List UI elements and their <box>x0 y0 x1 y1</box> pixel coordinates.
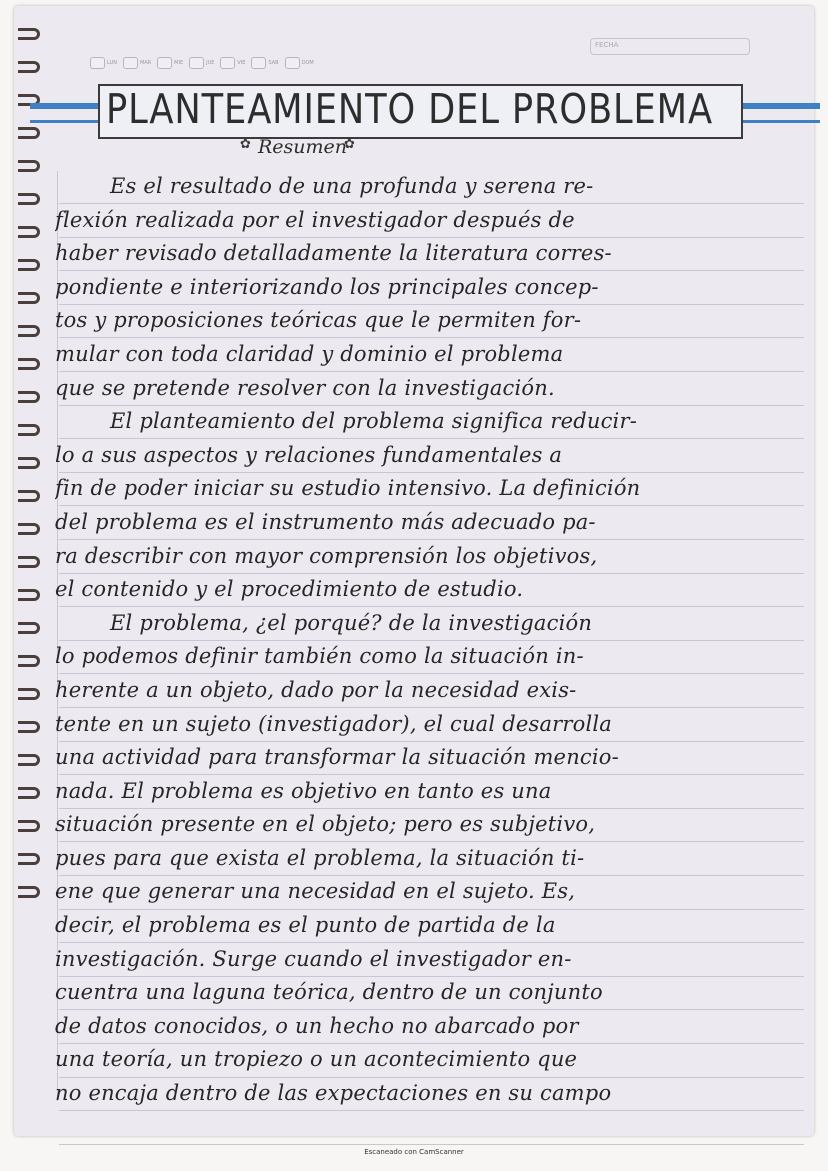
day-label: VIE <box>237 60 246 66</box>
text-line: Es el resultado de una profunda y serena re- <box>110 174 594 198</box>
day-box <box>285 57 300 69</box>
text-line: tente en un sujeto (investigador), el cual desarrolla <box>55 711 613 736</box>
scanner-watermark: Escaneado con CamScanner <box>364 1148 464 1156</box>
spiral-ring <box>18 325 40 337</box>
day-label: LUN <box>107 60 117 66</box>
spiral-ring <box>18 655 40 667</box>
handwritten-text-block <box>55 170 790 1111</box>
text-line: pues para que exista el problema, la situación ti- <box>55 845 585 870</box>
text-line: El problema, ¿el porqué? de la investigación <box>110 610 593 635</box>
spiral-ring <box>18 391 40 403</box>
spiral-ring <box>18 820 40 832</box>
text-line: el contenido y el procedimiento de estudio. <box>55 577 524 602</box>
text-line: ra describir con mayor comprensión los objetivos, <box>55 543 598 568</box>
spiral-ring <box>18 292 40 304</box>
rule-line <box>59 1144 804 1145</box>
day-box <box>123 57 138 69</box>
spiral-ring <box>18 424 40 436</box>
spiral-ring <box>18 853 40 865</box>
spiral-ring <box>18 457 40 469</box>
text-line: ene que generar una necesidad en el sujeto. Es, <box>55 879 576 904</box>
text-line: de datos conocidos, o un hecho no abarcado por <box>55 1013 579 1038</box>
spiral-ring <box>18 358 40 370</box>
day-label: DOM <box>301 60 314 66</box>
spiral-ring <box>18 193 40 205</box>
flower-doodle-icon: ✿ <box>344 137 355 152</box>
spiral-ring <box>18 787 40 799</box>
text-line: tos y proposiciones teóricas que le permiten for- <box>55 308 582 333</box>
text-line: El planteamiento del problema significa reducir- <box>110 409 638 434</box>
text-line: haber revisado detalladamente la literatura corres- <box>55 241 612 266</box>
day-checkbox-mie <box>157 57 183 69</box>
day-label: SAB <box>268 60 279 66</box>
spiral-ring <box>18 622 40 634</box>
day-box <box>251 57 266 69</box>
spiral-ring <box>18 589 40 601</box>
day-label: MIE <box>174 60 184 66</box>
day-checkbox-sab <box>251 57 278 69</box>
text-line: situación presente en el objeto; pero es subjetivo, <box>55 812 596 837</box>
text-line: decir, el problema es el punto de partida de la <box>55 913 556 938</box>
date-field: FECHA <box>590 38 750 55</box>
weekday-selector <box>90 57 314 69</box>
text-line: investigación. Surge cuando el investigador en- <box>55 946 572 971</box>
spiral-ring <box>18 127 40 139</box>
day-box <box>90 57 105 69</box>
spiral-ring <box>18 754 40 766</box>
text-line: cuentra una laguna teórica, dentro de un conjunto <box>55 980 603 1005</box>
spiral-ring <box>18 556 40 568</box>
text-line: nada. El problema es objetivo en tanto es una <box>55 778 552 803</box>
text-line: del problema es el instrumento más adecuado pa- <box>55 509 596 534</box>
spiral-ring <box>18 226 40 238</box>
spiral-ring <box>18 886 40 898</box>
text-line: herente a un objeto, dado por la necesidad exis- <box>55 677 577 702</box>
text-line: fin de poder iniciar su estudio intensivo. La definición <box>55 476 641 501</box>
spiral-ring <box>18 28 40 40</box>
day-box <box>220 57 235 69</box>
text-line: pondiente e interiorizando los principales concep- <box>55 274 599 299</box>
day-checkbox-lun <box>90 57 117 69</box>
spiral-ring <box>18 259 40 271</box>
spiral-ring <box>18 160 40 172</box>
text-line: mular con toda claridad y dominio el problema <box>55 341 564 366</box>
text-line: una actividad para transformar la situación mencio- <box>55 745 619 770</box>
spiral-ring <box>18 688 40 700</box>
page-subtitle: Resumen <box>258 136 348 158</box>
text-line: que se pretende resolver con la investigación. <box>55 375 555 400</box>
day-checkbox-mar <box>123 57 151 69</box>
page-title: PLANTEAMIENTO DEL PROBLEMA <box>106 85 713 133</box>
spiral-ring <box>18 61 40 73</box>
spiral-binding <box>14 6 44 1136</box>
text-line: una teoría, un tropiezo o un acontecimiento que <box>55 1047 578 1072</box>
day-label: JUE <box>206 60 215 66</box>
day-checkbox-vie <box>220 57 245 69</box>
day-box <box>189 57 204 69</box>
text-line: lo a sus aspectos y relaciones fundamentales a <box>55 442 563 467</box>
flower-doodle-icon: ✿ <box>240 137 251 152</box>
day-label: MAR <box>139 60 152 66</box>
text-line: no encaja dentro de las expectaciones en su campo <box>55 1081 612 1106</box>
text-line: lo podemos definir también como la situación in- <box>55 644 584 669</box>
spiral-ring <box>18 490 40 502</box>
spiral-ring <box>18 523 40 535</box>
text-line: flexión realizada por el investigador después de <box>55 207 575 232</box>
day-checkbox-jue <box>189 57 214 69</box>
spiral-ring <box>18 721 40 733</box>
day-box <box>157 57 172 69</box>
day-checkbox-dom <box>285 57 314 69</box>
